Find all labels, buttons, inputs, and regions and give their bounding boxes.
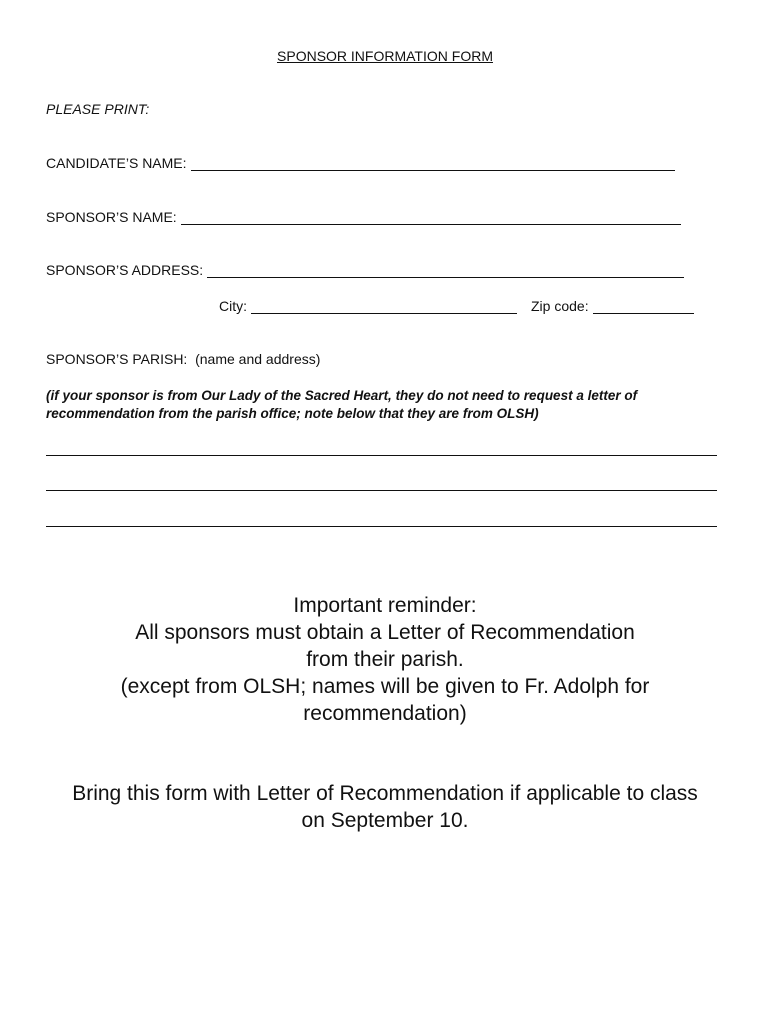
parish-blank-line-2[interactable] [46,490,717,491]
sponsor-parish-label: SPONSOR’S PARISH: (name and address) [46,351,321,367]
sponsor-name-blank[interactable] [181,210,681,225]
sponsor-address-blank[interactable] [207,263,684,278]
closing-instruction [0,780,770,834]
sponsor-address-label: SPONSOR’S ADDRESS: [46,262,204,278]
sponsor-address-field[interactable] [46,262,684,278]
parish-blank-line-3[interactable] [46,526,717,527]
important-reminder [0,592,770,727]
reminder-line: All sponsors must obtain a Letter of Recommendation [135,621,635,644]
city-blank[interactable] [251,299,517,314]
parish-note: (if your sponsor is from Our Lady of the Sacred Heart, they do not need to request a letter of recommendation from the parish office; note below that they are from OLSH) [46,388,638,421]
zip-code-blank[interactable] [593,299,694,314]
please-print-instruction: PLEASE PRINT: [46,101,150,117]
closing-line: on September 10. [301,809,469,832]
reminder-line: Important reminder: [293,594,477,617]
sponsor-name-field[interactable] [46,209,681,225]
city-label: City: [219,298,247,314]
form-title: SPONSOR INFORMATION FORM [277,48,493,64]
reminder-line: (except from OLSH; names will be given to Fr. Adolph for [120,675,650,698]
city-field[interactable] [219,298,517,314]
parish-blank-line-1[interactable] [46,455,717,456]
sponsor-name-label: SPONSOR’S NAME: [46,209,177,225]
zip-code-label: Zip code: [531,298,589,314]
zip-code-field[interactable] [531,298,694,314]
candidate-name-blank[interactable] [191,156,675,171]
candidate-name-label: CANDIDATE’S NAME: [46,155,187,171]
reminder-line: recommendation) [303,702,467,725]
closing-line: Bring this form with Letter of Recommendation if applicable to class [72,782,698,805]
reminder-line: from their parish. [306,648,464,671]
candidate-name-field[interactable] [46,155,675,171]
